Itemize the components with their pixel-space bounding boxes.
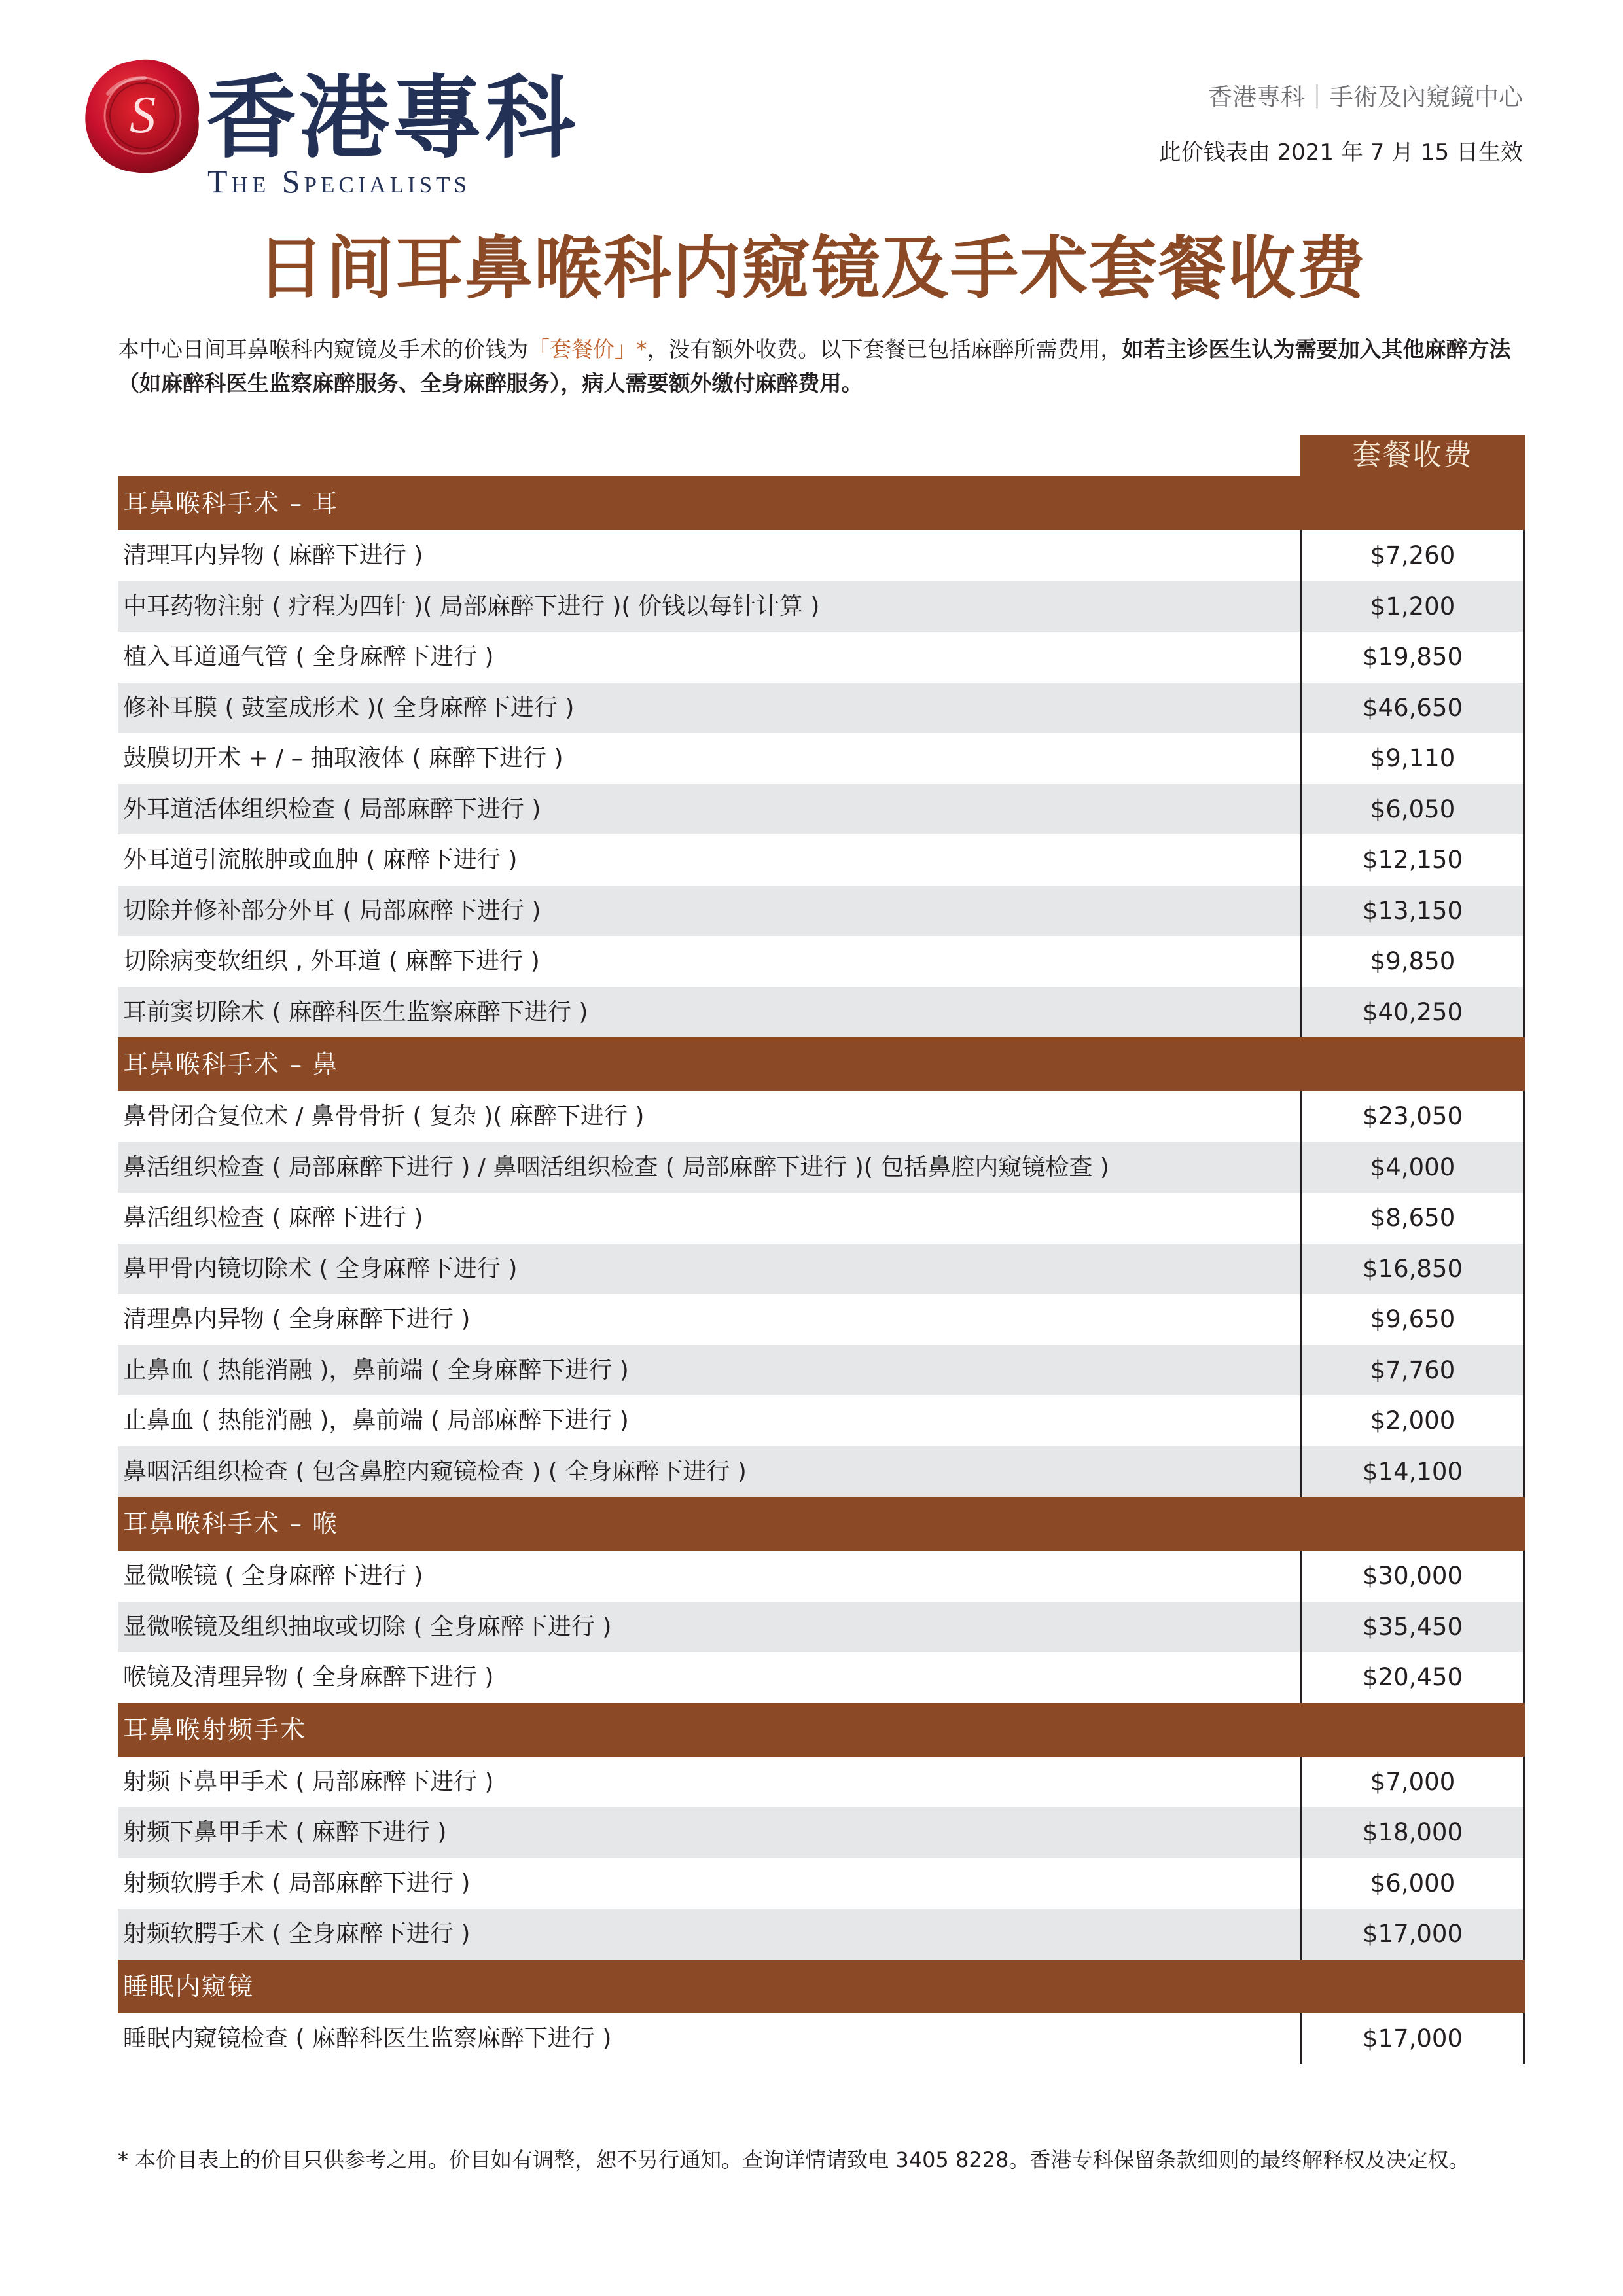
procedure-price: $9,650 — [1300, 1294, 1525, 1345]
procedure-name: 清理鼻内异物 ( 全身麻醉下进行 ) — [123, 1306, 471, 1333]
footnote: * 本价目表上的价目只供参考之用。价目如有调整，恕不另行通知。查询详情请致电 3405 8228。香港专科保留条款细则的最终解释权及决定权。 — [118, 2147, 1470, 2172]
table-row — [118, 834, 1525, 886]
logo-chinese-name: 香港專科 — [206, 64, 579, 171]
logo — [82, 56, 579, 200]
procedure-name: 耳前窦切除术 ( 麻醉科医生监察麻醉下进行 ) — [123, 998, 588, 1026]
table-row — [118, 784, 1525, 835]
table-row — [118, 1244, 1525, 1295]
table-row — [118, 733, 1525, 784]
centre-name: 香港專科｜手術及內窺鏡中心 — [1208, 83, 1523, 111]
price-column-header: 套餐收费 — [1300, 435, 1525, 476]
procedure-price: $19,850 — [1300, 632, 1525, 683]
table-row — [118, 1602, 1525, 1653]
wax-seal-icon — [82, 56, 203, 177]
procedure-name: 鼓膜切开术 + / – 抽取液体 ( 麻醉下进行 ) — [123, 745, 563, 772]
table-row — [118, 886, 1525, 937]
procedure-name: 鼻骨闭合复位术 / 鼻骨骨折 ( 复杂 )( 麻醉下进行 ) — [123, 1103, 645, 1130]
section-header: 睡眠内窥镜 — [118, 1960, 1525, 2013]
section-header: 耳鼻喉射频手术 — [118, 1703, 1525, 1757]
procedure-name: 外耳道引流脓肿或血肿 ( 麻醉下进行 ) — [123, 846, 518, 873]
procedure-name: 鼻活组织检查 ( 局部麻醉下进行 ) / 鼻咽活组织检查 ( 局部麻醉下进行 )( 包括鼻腔内窥镜检查 ) — [123, 1153, 1109, 1181]
procedure-name: 射频下鼻甲手术 ( 麻醉下进行 ) — [123, 1819, 447, 1846]
table-row — [118, 1091, 1525, 1142]
procedure-name: 修补耳膜 ( 鼓室成形术 )( 全身麻醉下进行 ) — [123, 694, 575, 721]
procedure-price: $12,150 — [1300, 834, 1525, 886]
procedure-price: $13,150 — [1300, 886, 1525, 937]
price-table — [118, 435, 1525, 2064]
table-column-header — [118, 435, 1525, 476]
section-header: 耳鼻喉科手术 – 喉 — [118, 1497, 1525, 1551]
procedure-price: $8,650 — [1300, 1193, 1525, 1244]
procedure-price: $17,000 — [1300, 1909, 1525, 1960]
procedure-name: 睡眠内窥镜检查 ( 麻醉科医生监察麻醉下进行 ) — [123, 2024, 612, 2052]
table-row — [118, 1858, 1525, 1909]
table-row — [118, 1909, 1525, 1960]
page-title: 日间耳鼻喉科内窥镜及手术套餐收费 — [256, 228, 1366, 308]
procedure-name: 显微喉镜 ( 全身麻醉下进行 ) — [123, 1562, 423, 1589]
intro-bold-note: 如若主诊医生认为需要加入其他麻醉方法（如麻醉科医生监察麻醉服务、全身麻醉服务），病人需要额外缴付麻醉费用。 — [118, 336, 1511, 396]
procedure-price: $1,200 — [1300, 581, 1525, 632]
procedure-price: $35,450 — [1300, 1602, 1525, 1653]
procedure-name: 中耳药物注射 ( 疗程为四针 )( 局部麻醉下进行 )( 价钱以每针计算 ) — [123, 592, 820, 620]
procedure-price: $7,760 — [1300, 1345, 1525, 1396]
table-row — [118, 936, 1525, 987]
procedure-price: $14,100 — [1300, 1446, 1525, 1498]
procedure-price: $23,050 — [1300, 1091, 1525, 1142]
procedure-price: $20,450 — [1300, 1652, 1525, 1703]
table-row — [118, 1395, 1525, 1446]
table-body — [118, 476, 1525, 2064]
procedure-price: $4,000 — [1300, 1142, 1525, 1193]
procedure-price: $17,000 — [1300, 2013, 1525, 2064]
procedure-name: 止鼻血 ( 热能消融 )，鼻前端 ( 全身麻醉下进行 ) — [123, 1356, 629, 1384]
procedure-name: 切除病变软组织 , 外耳道 ( 麻醉下进行 ) — [123, 948, 540, 975]
procedure-name: 鼻咽活组织检查 ( 包含鼻腔内窥镜检查 ) ( 全身麻醉下进行 ) — [123, 1458, 747, 1485]
procedure-price: $7,260 — [1300, 530, 1525, 581]
procedure-price: $40,250 — [1300, 987, 1525, 1038]
table-row — [118, 1551, 1525, 1602]
table-row — [118, 1652, 1525, 1703]
procedure-price: $30,000 — [1300, 1551, 1525, 1602]
table-row — [118, 683, 1525, 734]
procedure-name: 射频软腭手术 ( 局部麻醉下进行 ) — [123, 1869, 471, 1897]
intro-text: 本中心日间耳鼻喉科内窥镜及手术的价钱为 — [118, 336, 528, 362]
seal-letter: S — [130, 86, 156, 144]
table-row — [118, 1757, 1525, 1808]
table-row — [118, 2013, 1525, 2064]
table-row — [118, 632, 1525, 683]
section-header: 耳鼻喉科手术 – 耳 — [118, 476, 1525, 530]
intro-highlight: 「套餐价」* — [528, 336, 647, 362]
procedure-name: 喉镜及清理异物 ( 全身麻醉下进行 ) — [123, 1664, 494, 1691]
procedure-name: 清理耳内异物 ( 麻醉下进行 ) — [123, 542, 423, 569]
table-row — [118, 1142, 1525, 1193]
section-header: 耳鼻喉科手术 – 鼻 — [118, 1037, 1525, 1091]
table-row — [118, 1294, 1525, 1345]
logo-english-name: The Specialists — [207, 163, 471, 200]
procedure-price: $6,000 — [1300, 1858, 1525, 1909]
table-row — [118, 1193, 1525, 1244]
procedure-name: 鼻活组织检查 ( 麻醉下进行 ) — [123, 1204, 423, 1231]
procedure-price: $9,110 — [1300, 733, 1525, 784]
table-row — [118, 1446, 1525, 1498]
procedure-name: 射频软腭手术 ( 全身麻醉下进行 ) — [123, 1920, 471, 1947]
procedure-price: $9,850 — [1300, 936, 1525, 987]
intro-text-2: ，没有额外收费。以下套餐已包括麻醉所需费用， — [647, 336, 1122, 362]
procedure-name: 切除并修补部分外耳 ( 局部麻醉下进行 ) — [123, 897, 541, 924]
procedure-name: 植入耳道通气管 ( 全身麻醉下进行 ) — [123, 643, 494, 670]
procedure-price: $46,650 — [1300, 683, 1525, 734]
procedure-name: 射频下鼻甲手术 ( 局部麻醉下进行 ) — [123, 1768, 494, 1795]
procedure-price: $6,050 — [1300, 784, 1525, 835]
procedure-name: 外耳道活体组织检查 ( 局部麻醉下进行 ) — [123, 795, 541, 823]
table-row — [118, 1807, 1525, 1858]
intro-paragraph — [118, 332, 1525, 401]
table-row — [118, 1345, 1525, 1396]
procedure-name: 鼻甲骨内镜切除术 ( 全身麻醉下进行 ) — [123, 1255, 518, 1282]
table-row — [118, 987, 1525, 1038]
procedure-price: $16,850 — [1300, 1244, 1525, 1295]
procedure-name: 止鼻血 ( 热能消融 )，鼻前端 ( 局部麻醉下进行 ) — [123, 1407, 629, 1434]
effective-date: 此价钱表由 2021 年 7 月 15 日生效 — [1158, 139, 1523, 166]
procedure-name: 显微喉镜及组织抽取或切除 ( 全身麻醉下进行 ) — [123, 1613, 612, 1640]
table-row — [118, 581, 1525, 632]
procedure-price: $18,000 — [1300, 1807, 1525, 1858]
procedure-price: $2,000 — [1300, 1395, 1525, 1446]
procedure-price: $7,000 — [1300, 1757, 1525, 1808]
table-row — [118, 530, 1525, 581]
